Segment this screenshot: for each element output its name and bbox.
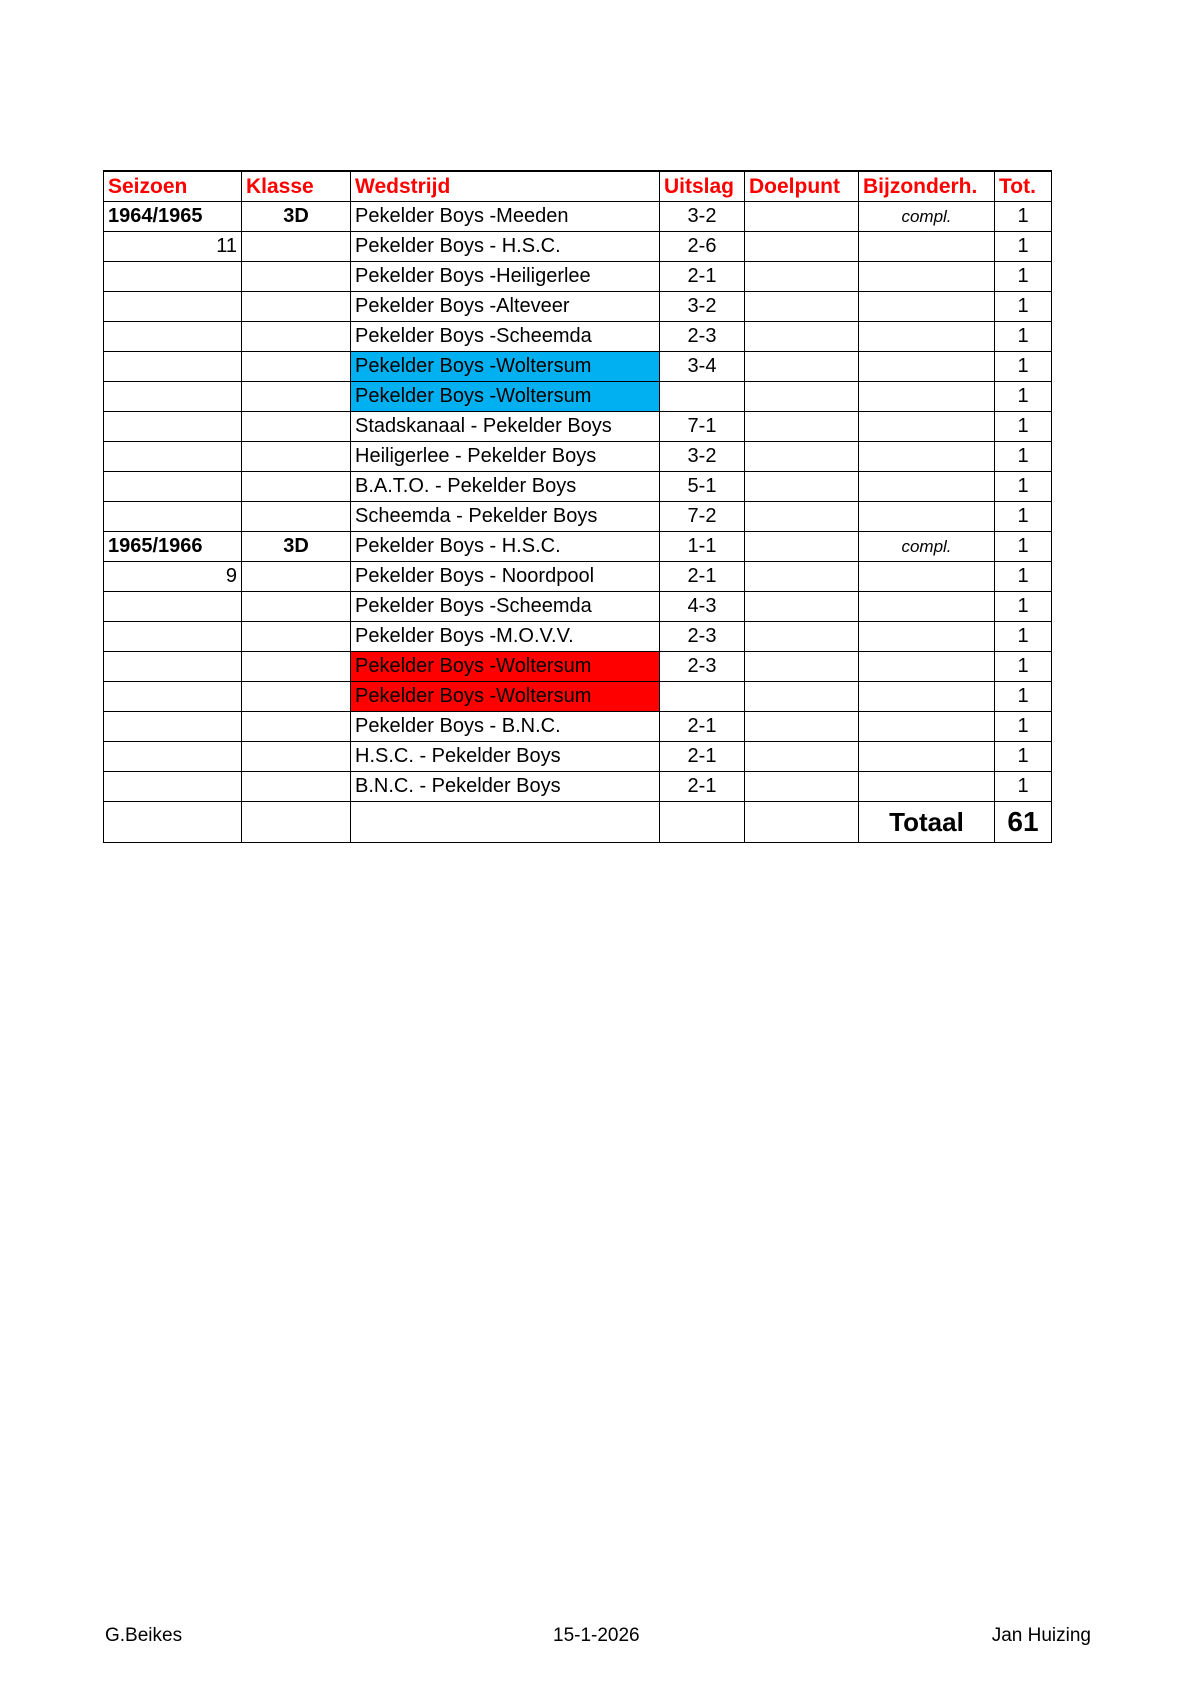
- klasse-cell: [242, 232, 351, 262]
- tot-cell: 1: [995, 442, 1052, 472]
- seizoen-cell: [104, 772, 242, 802]
- tot-cell: 1: [995, 772, 1052, 802]
- uitslag-cell: 1-1: [660, 532, 745, 562]
- total-row: [104, 802, 1052, 843]
- bijzonderh-cell: [859, 772, 995, 802]
- wedstrijd-cell-highlighted: Pekelder Boys -Woltersum: [351, 352, 660, 382]
- wedstrijd-cell: Pekelder Boys -Alteveer: [351, 292, 660, 322]
- doelpunt-cell: [745, 292, 859, 322]
- bijzonderh-cell: [859, 292, 995, 322]
- table-row: [104, 742, 1052, 772]
- tot-cell: 1: [995, 592, 1052, 622]
- klasse-cell: [242, 772, 351, 802]
- bijzonderh-cell: [859, 652, 995, 682]
- wedstrijd-cell: B.A.T.O. - Pekelder Boys: [351, 472, 660, 502]
- seizoen-cell: [104, 502, 242, 532]
- tot-cell: 1: [995, 262, 1052, 292]
- table-row: [104, 412, 1052, 442]
- klasse-cell: [242, 502, 351, 532]
- seizoen-cell: 1964/1965: [104, 202, 242, 232]
- klasse-cell: [242, 562, 351, 592]
- doelpunt-cell: [745, 592, 859, 622]
- table-row: [104, 532, 1052, 562]
- uitslag-cell: 2-3: [660, 622, 745, 652]
- footer-date: 15-1-2026: [553, 1625, 640, 1646]
- wedstrijd-cell-highlighted: Pekelder Boys -Woltersum: [351, 652, 660, 682]
- klasse-cell: [242, 352, 351, 382]
- bijzonderh-cell: [859, 742, 995, 772]
- bijzonderh-cell: [859, 682, 995, 712]
- table-row: [104, 592, 1052, 622]
- wedstrijd-cell: Pekelder Boys - Noordpool: [351, 562, 660, 592]
- empty-cell: [660, 802, 745, 843]
- bijzonderh-cell: [859, 622, 995, 652]
- uitslag-cell: [660, 682, 745, 712]
- wedstrijd-cell-highlighted: Pekelder Boys -Woltersum: [351, 682, 660, 712]
- doelpunt-cell: [745, 322, 859, 352]
- doelpunt-cell: [745, 232, 859, 262]
- seizoen-cell: [104, 682, 242, 712]
- wedstrijd-cell: H.S.C. - Pekelder Boys: [351, 742, 660, 772]
- klasse-cell: [242, 412, 351, 442]
- empty-cell: [242, 802, 351, 843]
- doelpunt-cell: [745, 412, 859, 442]
- wedstrijd-cell: Pekelder Boys -M.O.V.V.: [351, 622, 660, 652]
- table-row: [104, 772, 1052, 802]
- bijzonderh-cell: [859, 382, 995, 412]
- klasse-cell: [242, 442, 351, 472]
- wedstrijd-cell: Stadskanaal - Pekelder Boys: [351, 412, 660, 442]
- bijzonderh-cell: [859, 712, 995, 742]
- tot-cell: 1: [995, 562, 1052, 592]
- doelpunt-cell: [745, 502, 859, 532]
- header-seizoen: Seizoen: [104, 171, 242, 202]
- table-row: [104, 382, 1052, 412]
- seizoen-cell: [104, 442, 242, 472]
- doelpunt-cell: [745, 352, 859, 382]
- seizoen-cell: [104, 592, 242, 622]
- bijzonderh-cell: compl.: [859, 202, 995, 232]
- match-table: [103, 170, 1052, 843]
- tot-cell: 1: [995, 712, 1052, 742]
- wedstrijd-cell-highlighted: Pekelder Boys -Woltersum: [351, 382, 660, 412]
- header-klasse: Klasse: [242, 171, 351, 202]
- tot-cell: 1: [995, 382, 1052, 412]
- wedstrijd-cell: Pekelder Boys -Scheemda: [351, 592, 660, 622]
- uitslag-cell: 2-1: [660, 772, 745, 802]
- doelpunt-cell: [745, 202, 859, 232]
- bijzonderh-cell: [859, 592, 995, 622]
- wedstrijd-cell: Pekelder Boys - B.N.C.: [351, 712, 660, 742]
- doelpunt-cell: [745, 472, 859, 502]
- seizoen-cell: [104, 382, 242, 412]
- klasse-cell: [242, 262, 351, 292]
- klasse-cell: [242, 322, 351, 352]
- seizoen-cell: [104, 352, 242, 382]
- klasse-cell: [242, 742, 351, 772]
- header-bijzonderh: Bijzonderh.: [859, 171, 995, 202]
- seizoen-cell: [104, 262, 242, 292]
- seizoen-cell: [104, 742, 242, 772]
- table-row: [104, 262, 1052, 292]
- wedstrijd-cell: Pekelder Boys -Heiligerlee: [351, 262, 660, 292]
- seizoen-cell: [104, 472, 242, 502]
- uitslag-cell: 3-2: [660, 292, 745, 322]
- table-row: [104, 682, 1052, 712]
- table-row: [104, 712, 1052, 742]
- table-row: [104, 292, 1052, 322]
- table-row: [104, 322, 1052, 352]
- footer-editor: Jan Huizing: [991, 1625, 1091, 1646]
- tot-cell: 1: [995, 322, 1052, 352]
- doelpunt-cell: [745, 262, 859, 292]
- uitslag-cell: 2-1: [660, 262, 745, 292]
- header-wedstrijd: Wedstrijd: [351, 171, 660, 202]
- klasse-cell: [242, 652, 351, 682]
- tot-cell: 1: [995, 682, 1052, 712]
- table-row: [104, 202, 1052, 232]
- wedstrijd-cell: Heiligerlee - Pekelder Boys: [351, 442, 660, 472]
- uitslag-cell: [660, 382, 745, 412]
- tot-cell: 1: [995, 202, 1052, 232]
- table-row: [104, 352, 1052, 382]
- bijzonderh-cell: [859, 562, 995, 592]
- tot-cell: 1: [995, 652, 1052, 682]
- wedstrijd-cell: Pekelder Boys -Meeden: [351, 202, 660, 232]
- uitslag-cell: 3-2: [660, 202, 745, 232]
- table-row: [104, 232, 1052, 262]
- klasse-cell: [242, 292, 351, 322]
- total-value: 61: [995, 802, 1052, 843]
- wedstrijd-cell: B.N.C. - Pekelder Boys: [351, 772, 660, 802]
- seizoen-cell: [104, 292, 242, 322]
- bijzonderh-cell: [859, 502, 995, 532]
- wedstrijd-cell: Scheemda - Pekelder Boys: [351, 502, 660, 532]
- tot-cell: 1: [995, 622, 1052, 652]
- klasse-cell: [242, 592, 351, 622]
- seizoen-cell: [104, 322, 242, 352]
- seizoen-cell: 9: [104, 562, 242, 592]
- total-label: Totaal: [859, 802, 995, 843]
- doelpunt-cell: [745, 622, 859, 652]
- doelpunt-cell: [745, 442, 859, 472]
- uitslag-cell: 5-1: [660, 472, 745, 502]
- bijzonderh-cell: [859, 412, 995, 442]
- table-row: [104, 562, 1052, 592]
- bijzonderh-cell: compl.: [859, 532, 995, 562]
- table-row: [104, 472, 1052, 502]
- seizoen-cell: 1965/1966: [104, 532, 242, 562]
- uitslag-cell: 3-2: [660, 442, 745, 472]
- klasse-cell: [242, 712, 351, 742]
- table-row: [104, 652, 1052, 682]
- tot-cell: 1: [995, 352, 1052, 382]
- header-tot: Tot.: [995, 171, 1052, 202]
- bijzonderh-cell: [859, 232, 995, 262]
- header-uitslag: Uitslag: [660, 171, 745, 202]
- empty-cell: [104, 802, 242, 843]
- bijzonderh-cell: [859, 262, 995, 292]
- header-doelpunt: Doelpunt: [745, 171, 859, 202]
- wedstrijd-cell: Pekelder Boys - H.S.C.: [351, 232, 660, 262]
- klasse-cell: 3D: [242, 532, 351, 562]
- doelpunt-cell: [745, 382, 859, 412]
- footer-author: G.Beikes: [105, 1625, 183, 1646]
- wedstrijd-cell: Pekelder Boys - H.S.C.: [351, 532, 660, 562]
- tot-cell: 1: [995, 532, 1052, 562]
- doelpunt-cell: [745, 712, 859, 742]
- uitslag-cell: 2-3: [660, 322, 745, 352]
- seizoen-cell: [104, 412, 242, 442]
- doelpunt-cell: [745, 742, 859, 772]
- table-row: [104, 442, 1052, 472]
- tot-cell: 1: [995, 742, 1052, 772]
- klasse-cell: [242, 472, 351, 502]
- doelpunt-cell: [745, 682, 859, 712]
- uitslag-cell: 3-4: [660, 352, 745, 382]
- bijzonderh-cell: [859, 472, 995, 502]
- uitslag-cell: 2-6: [660, 232, 745, 262]
- bijzonderh-cell: [859, 442, 995, 472]
- header-row: [104, 171, 1052, 202]
- tot-cell: 1: [995, 232, 1052, 262]
- uitslag-cell: 2-1: [660, 742, 745, 772]
- seizoen-cell: [104, 622, 242, 652]
- empty-cell: [351, 802, 660, 843]
- klasse-cell: [242, 622, 351, 652]
- tot-cell: 1: [995, 472, 1052, 502]
- tot-cell: 1: [995, 412, 1052, 442]
- table-row: [104, 622, 1052, 652]
- klasse-cell: [242, 382, 351, 412]
- uitslag-cell: 7-2: [660, 502, 745, 532]
- uitslag-cell: 4-3: [660, 592, 745, 622]
- seizoen-cell: [104, 712, 242, 742]
- wedstrijd-cell: Pekelder Boys -Scheemda: [351, 322, 660, 352]
- klasse-cell: [242, 682, 351, 712]
- uitslag-cell: 7-1: [660, 412, 745, 442]
- table-row: [104, 502, 1052, 532]
- doelpunt-cell: [745, 532, 859, 562]
- uitslag-cell: 2-1: [660, 712, 745, 742]
- tot-cell: 1: [995, 502, 1052, 532]
- bijzonderh-cell: [859, 352, 995, 382]
- empty-cell: [745, 802, 859, 843]
- bijzonderh-cell: [859, 322, 995, 352]
- doelpunt-cell: [745, 652, 859, 682]
- seizoen-cell: 11: [104, 232, 242, 262]
- doelpunt-cell: [745, 772, 859, 802]
- klasse-cell: 3D: [242, 202, 351, 232]
- doelpunt-cell: [745, 562, 859, 592]
- uitslag-cell: 2-3: [660, 652, 745, 682]
- tot-cell: 1: [995, 292, 1052, 322]
- seizoen-cell: [104, 652, 242, 682]
- uitslag-cell: 2-1: [660, 562, 745, 592]
